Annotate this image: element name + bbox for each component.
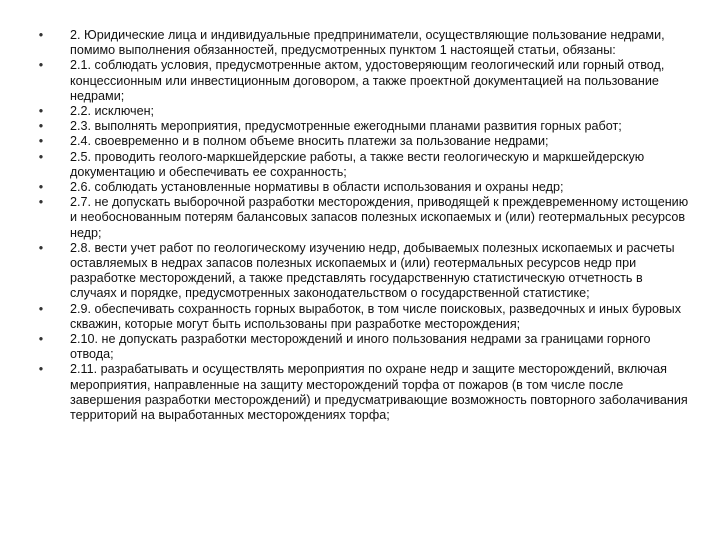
list-item: [36, 150, 690, 180]
item-text: 2.4. своевременно и в полном объеме вносить платежи за пользование недрами;: [70, 134, 549, 149]
bullet-icon: •: [38, 28, 44, 42]
item-text: 2.5. проводить геолого-маркшейдерские работы, а также вести геологическую и маркшейдерскую документацию и обеспечивать ее сохранность;: [70, 149, 645, 179]
list-item: [36, 241, 690, 302]
list-item: [36, 58, 690, 104]
item-text: 2.2. исключен;: [70, 104, 155, 119]
list-item: [36, 362, 690, 423]
bullet-icon: •: [38, 58, 44, 73]
bullet-icon: •: [38, 149, 44, 164]
item-text: 2.9. обеспечивать сохранность горных выработок, в том числе поисковых, разведочных и иных буровых скважин, которые могут быть использованы при разработке месторождения;: [70, 301, 682, 331]
obligations-list: [36, 28, 690, 423]
bullet-icon: •: [38, 362, 44, 377]
list-item: [36, 119, 690, 134]
item-text: 2. Юридические лица и индивидуальные предприниматели, осуществляющие пользование недрами, помимо выполнения обязанностей, предусмотренных пунктом 1 настоящей статьи, обязаны:: [70, 28, 665, 58]
item-text: 2.6. соблюдать установленные нормативы в области использования и охраны недр;: [70, 180, 564, 195]
bullet-icon: •: [38, 134, 44, 149]
list-item: [36, 195, 690, 241]
item-text: 2.10. не допускать разработки месторождений и иного пользования недрами за границами горного отвода;: [70, 332, 651, 362]
item-text: 2.3. выполнять мероприятия, предусмотренные ежегодными планами развития горных работ;: [70, 119, 622, 134]
list-item: [36, 28, 690, 58]
bullet-icon: •: [38, 119, 44, 134]
bullet-icon: •: [38, 332, 44, 347]
list-item: [36, 180, 690, 195]
item-text: 2.1. соблюдать условия, предусмотренные актом, удостоверяющим геологический или горный отвод, концессионным или инвестиционным договором, а также проектной документацией на пользование недрами;: [70, 58, 665, 103]
bullet-icon: •: [38, 180, 44, 195]
item-text: 2.7. не допускать выборочной разработки месторождения, приводящей к преждевременному истощению и необоснованным потерям балансовых запасов полезных ископаемых и (или) геотермальных ресурсов недр;: [70, 195, 689, 240]
list-item: [36, 332, 690, 362]
list-item: [36, 134, 690, 149]
list-item: [36, 302, 690, 332]
item-text: 2.8. вести учет работ по геологическому изучению недр, добываемых полезных ископаемых и расчеты оставляемых в недрах запасов полезных ископаемых и (или) геотермальных ресурсов недр при разработке месторождений, а также представлять государственную статистическую отчетность в случаях и порядке, предусмотренных законодательством о государственной статистике;: [70, 240, 675, 301]
list-item: [36, 104, 690, 119]
bullet-icon: •: [38, 104, 44, 119]
bullet-icon: •: [38, 301, 44, 316]
bullet-icon: •: [38, 240, 44, 255]
bullet-icon: •: [38, 195, 44, 210]
item-text: 2.11. разрабатывать и осуществлять мероприятия по охране недр и защите месторождений, включая мероприятия, направленные на защиту месторождений торфа от пожаров (в том числе после завершения разработки месторождений) и предусматривающие возможность повторного заболачивания территорий на выработанных месторождениях торфа;: [70, 362, 688, 423]
